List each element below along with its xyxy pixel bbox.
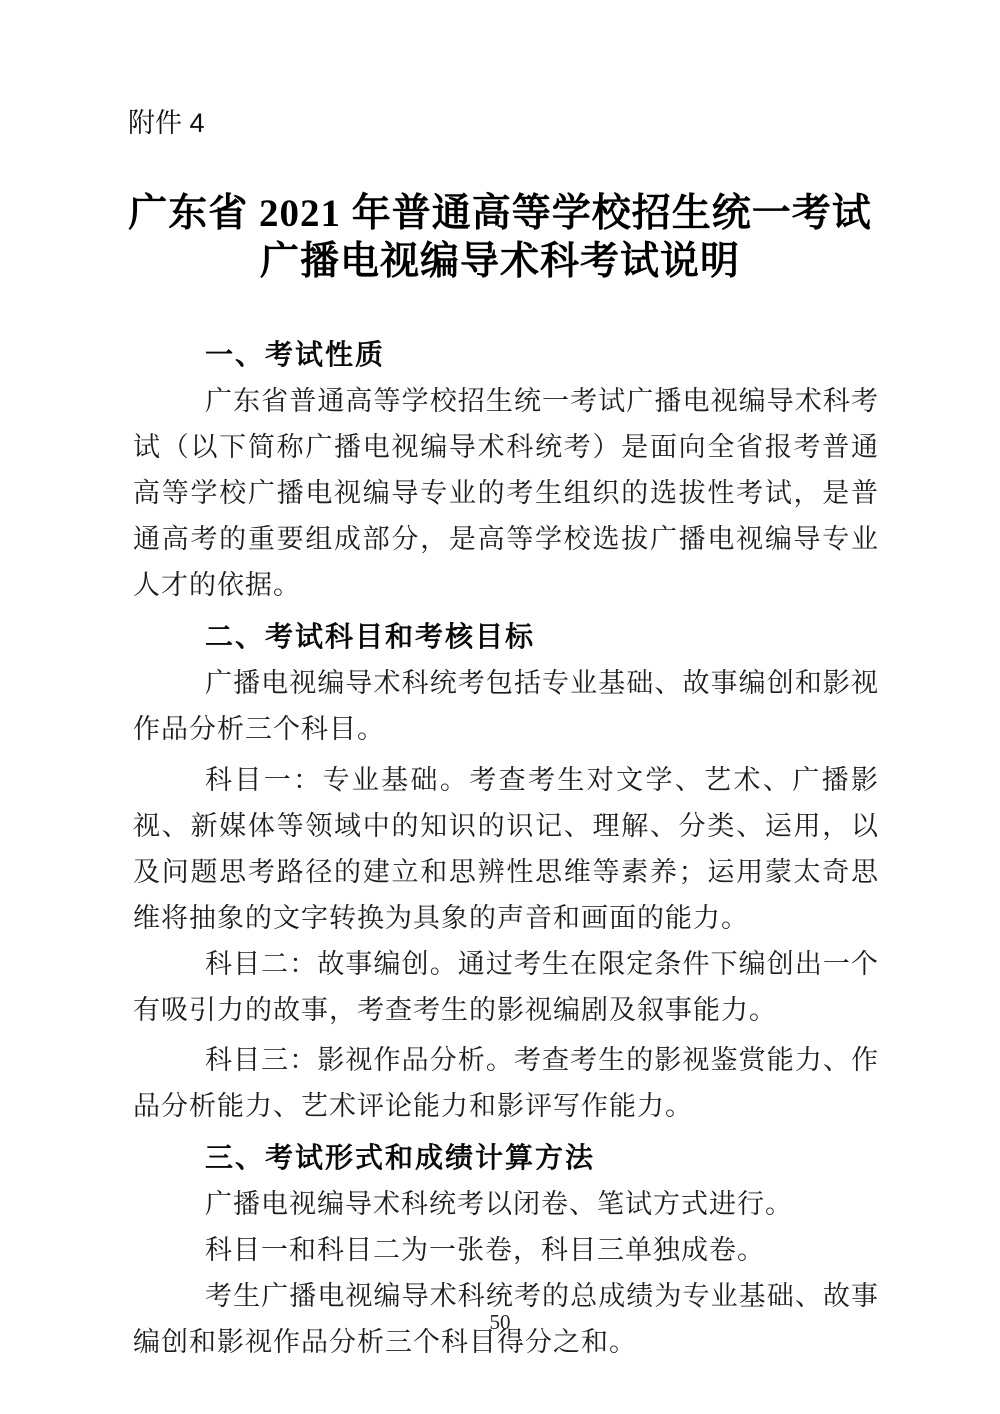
page-number: 50 [489,1310,511,1334]
section-heading-format-scoring: 三、考试形式和成绩计算方法 [205,1142,596,1173]
paragraph-subjects-overview: 广播电视编导术科统考包括专业基础、故事编创和影视作品分析三个科目。 [133,668,879,744]
attachment-label: 附件 4 [128,108,205,138]
paragraph-subject-one: 科目一：专业基础。考查考生对文学、艺术、广播影视、新媒体等领域中的知识的识记、理解、分类、运用，以及问题思考路径的建立和思辨性思维等素养；运用蒙太奇思维将抽象的文字转换为具象的声音和画面的能力。 [133,765,879,933]
paragraph-exam-nature: 广东省普通高等学校招生统一考试广播电视编导术科考试（以下简称广播电视编导术科统考）是面向全省报考普通高等学校广播电视编导专业的考生组织的选拔性考试，是普通高考的重要组成部分，是高等学校选拔广播电视编导专业人才的依据。 [133,386,879,600]
paragraph-subject-two: 科目二：故事编创。通过考生在限定条件下编创出一个有吸引力的故事，考查考生的影视编剧及叙事能力。 [133,949,879,1025]
document-title-line2: 广播电视编导术科考试说明 [259,240,740,283]
section-heading-subjects-goals: 二、考试科目和考核目标 [205,621,536,652]
document-body [133,332,879,1365]
section-heading-exam-nature: 一、考试性质 [205,339,386,370]
paragraph-subject-three: 科目三：影视作品分析。考查考生的影视鉴赏能力、作品分析能力、艺术评论能力和影评写作能力。 [133,1045,879,1121]
paragraph-paper-arrangement: 科目一和科目二为一张卷，科目三单独成卷。 [205,1235,765,1265]
document-title [0,190,1000,286]
paragraph-exam-format: 广播电视编导术科统考以闭卷、笔试方式进行。 [205,1189,793,1219]
paragraph-total-score: 考生广播电视编导术科统考的总成绩为专业基础、故事编创和影视作品分析三个科目得分之和。 [133,1281,879,1357]
document-title-line1: 广东省 2021 年普通高等学校招生统一考试 [128,192,872,235]
